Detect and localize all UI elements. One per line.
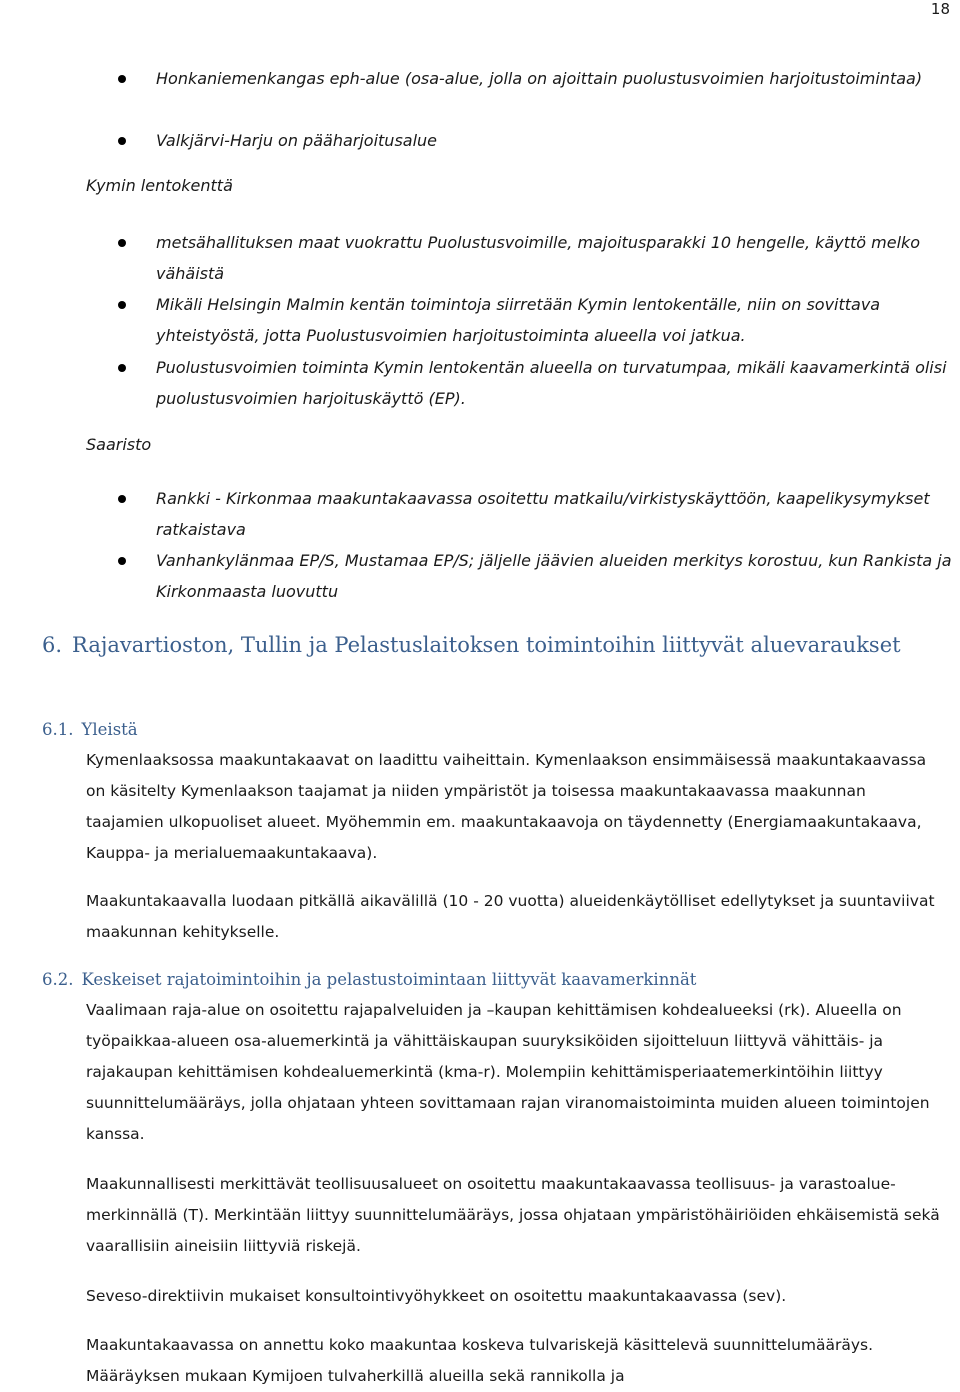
list-item: Honkaniemenkangas eph-alue (osa-alue, jolla on ajoittain puolustusvoimien harjoitustoimintaa) — [156, 63, 956, 94]
list-item: Rankki - Kirkonmaa maakuntakaavassa osoitettu matkailu/virkistyskäyttöön, kaapelikysymykset ratkaistava — [156, 483, 956, 545]
section-title: Yleistä — [81, 720, 138, 739]
list-item: Puolustusvoimien toiminta Kymin lentokentän alueella on turvatumpaa, mikäli kaavamerkintä olisi puolustusvoimien harjoituskäyttö (EP). — [156, 352, 956, 414]
paragraph: Vaalimaan raja-alue on osoitettu rajapalveluiden ja –kaupan kehittämisen kohdealueeksi (rk). Alueella on työpaikkaa-alueen osa-aluemerkintä ja vähittäiskaupan suuryksiköiden sijoitteluun liittyvä vähittäis- ja rajakaupan kehittämisen kohdealuemerkintä (kma-r). Molempiin kehittämisperiaatemerkintöihin liittyy suunnittelumääräys, jolla ohjataan yhteen sovittamaan rajan viranomaistoiminta muiden alueen toimintojen kanssa. — [86, 1001, 930, 1143]
section-title: Rajavartioston, Tullin ja Pelastuslaitoksen toimintoihin liittyvät aluevaraukset — [72, 633, 901, 657]
paragraph: Maakuntakaavalla luodaan pitkällä aikavälillä (10 - 20 vuotta) alueidenkäytölliset edellytykset ja suuntaviivat maakunnan kehitykselle. — [86, 892, 935, 941]
section-number: 6.1. — [42, 720, 74, 739]
list-item: Mikäli Helsingin Malmin kentän toimintoja siirretään Kymin lentokentälle, niin on sovittava yhteistyöstä, jotta Puolustusvoimien harjoitustoiminta alueella voi jatkua. — [156, 289, 956, 351]
subheading-saaristo: Saaristo — [86, 435, 152, 454]
paragraph: Kymenlaaksossa maakuntakaavat on laadittu vaiheittain. Kymenlaakson ensimmäisessä maakuntakaavassa on käsitelty Kymenlaakson taajamat ja niiden ympäristöt ja toisessa maakuntakaavassa maakunnan taajamien ulkopuoliset alueet. Myöhemmin em. maakuntakaavoja on täydennetty (Energiamaakuntakaava, Kauppa- ja merialuemaakuntakaava). — [86, 751, 927, 862]
section-6-1-heading — [42, 720, 138, 739]
page-number: 18 — [930, 0, 950, 18]
paragraph: Seveso-direktiivin mukaiset konsultointivyöhykkeet on osoitettu maakuntakaavassa (sev). — [86, 1287, 787, 1305]
paragraph: Maakunnallisesti merkittävät teollisuusalueet on osoitettu maakuntakaavassa teollisuus- ja varastoalue-merkinnällä (T). Merkintään liittyy suunnittelumääräys, jossa ohjataan ympäristöhäiriöiden ehkäisemistä sekä vaarallisiin aineisiin liittyviä riskejä. — [86, 1175, 940, 1255]
section-6-heading — [42, 627, 942, 663]
section-6-2-heading — [42, 970, 696, 989]
list-item: metsähallituksen maat vuokrattu Puolustusvoimille, majoitusparakki 10 hengelle, käyttö melko vähäistä — [156, 227, 956, 289]
subheading-kymi: Kymin lentokenttä — [86, 176, 233, 195]
list-item: Vanhankylänmaa EP/S, Mustamaa EP/S; jäljelle jäävien alueiden merkitys korostuu, kun Rankista ja Kirkonmaasta luovuttu — [156, 545, 956, 607]
list-item: Valkjärvi-Harju on pääharjoitusalue — [156, 125, 956, 156]
paragraph: Maakuntakaavassa on annettu koko maakuntaa koskeva tulvariskejä käsittelevä suunnittelumääräys. Määräyksen mukaan Kymijoen tulvaherkillä alueilla sekä rannikolla ja — [86, 1336, 874, 1385]
section-title: Keskeiset rajatoimintoihin ja pelastustoimintaan liittyvät kaavamerkinnät — [81, 970, 697, 989]
section-number: 6.2. — [42, 970, 74, 989]
section-number: 6. — [42, 633, 63, 657]
